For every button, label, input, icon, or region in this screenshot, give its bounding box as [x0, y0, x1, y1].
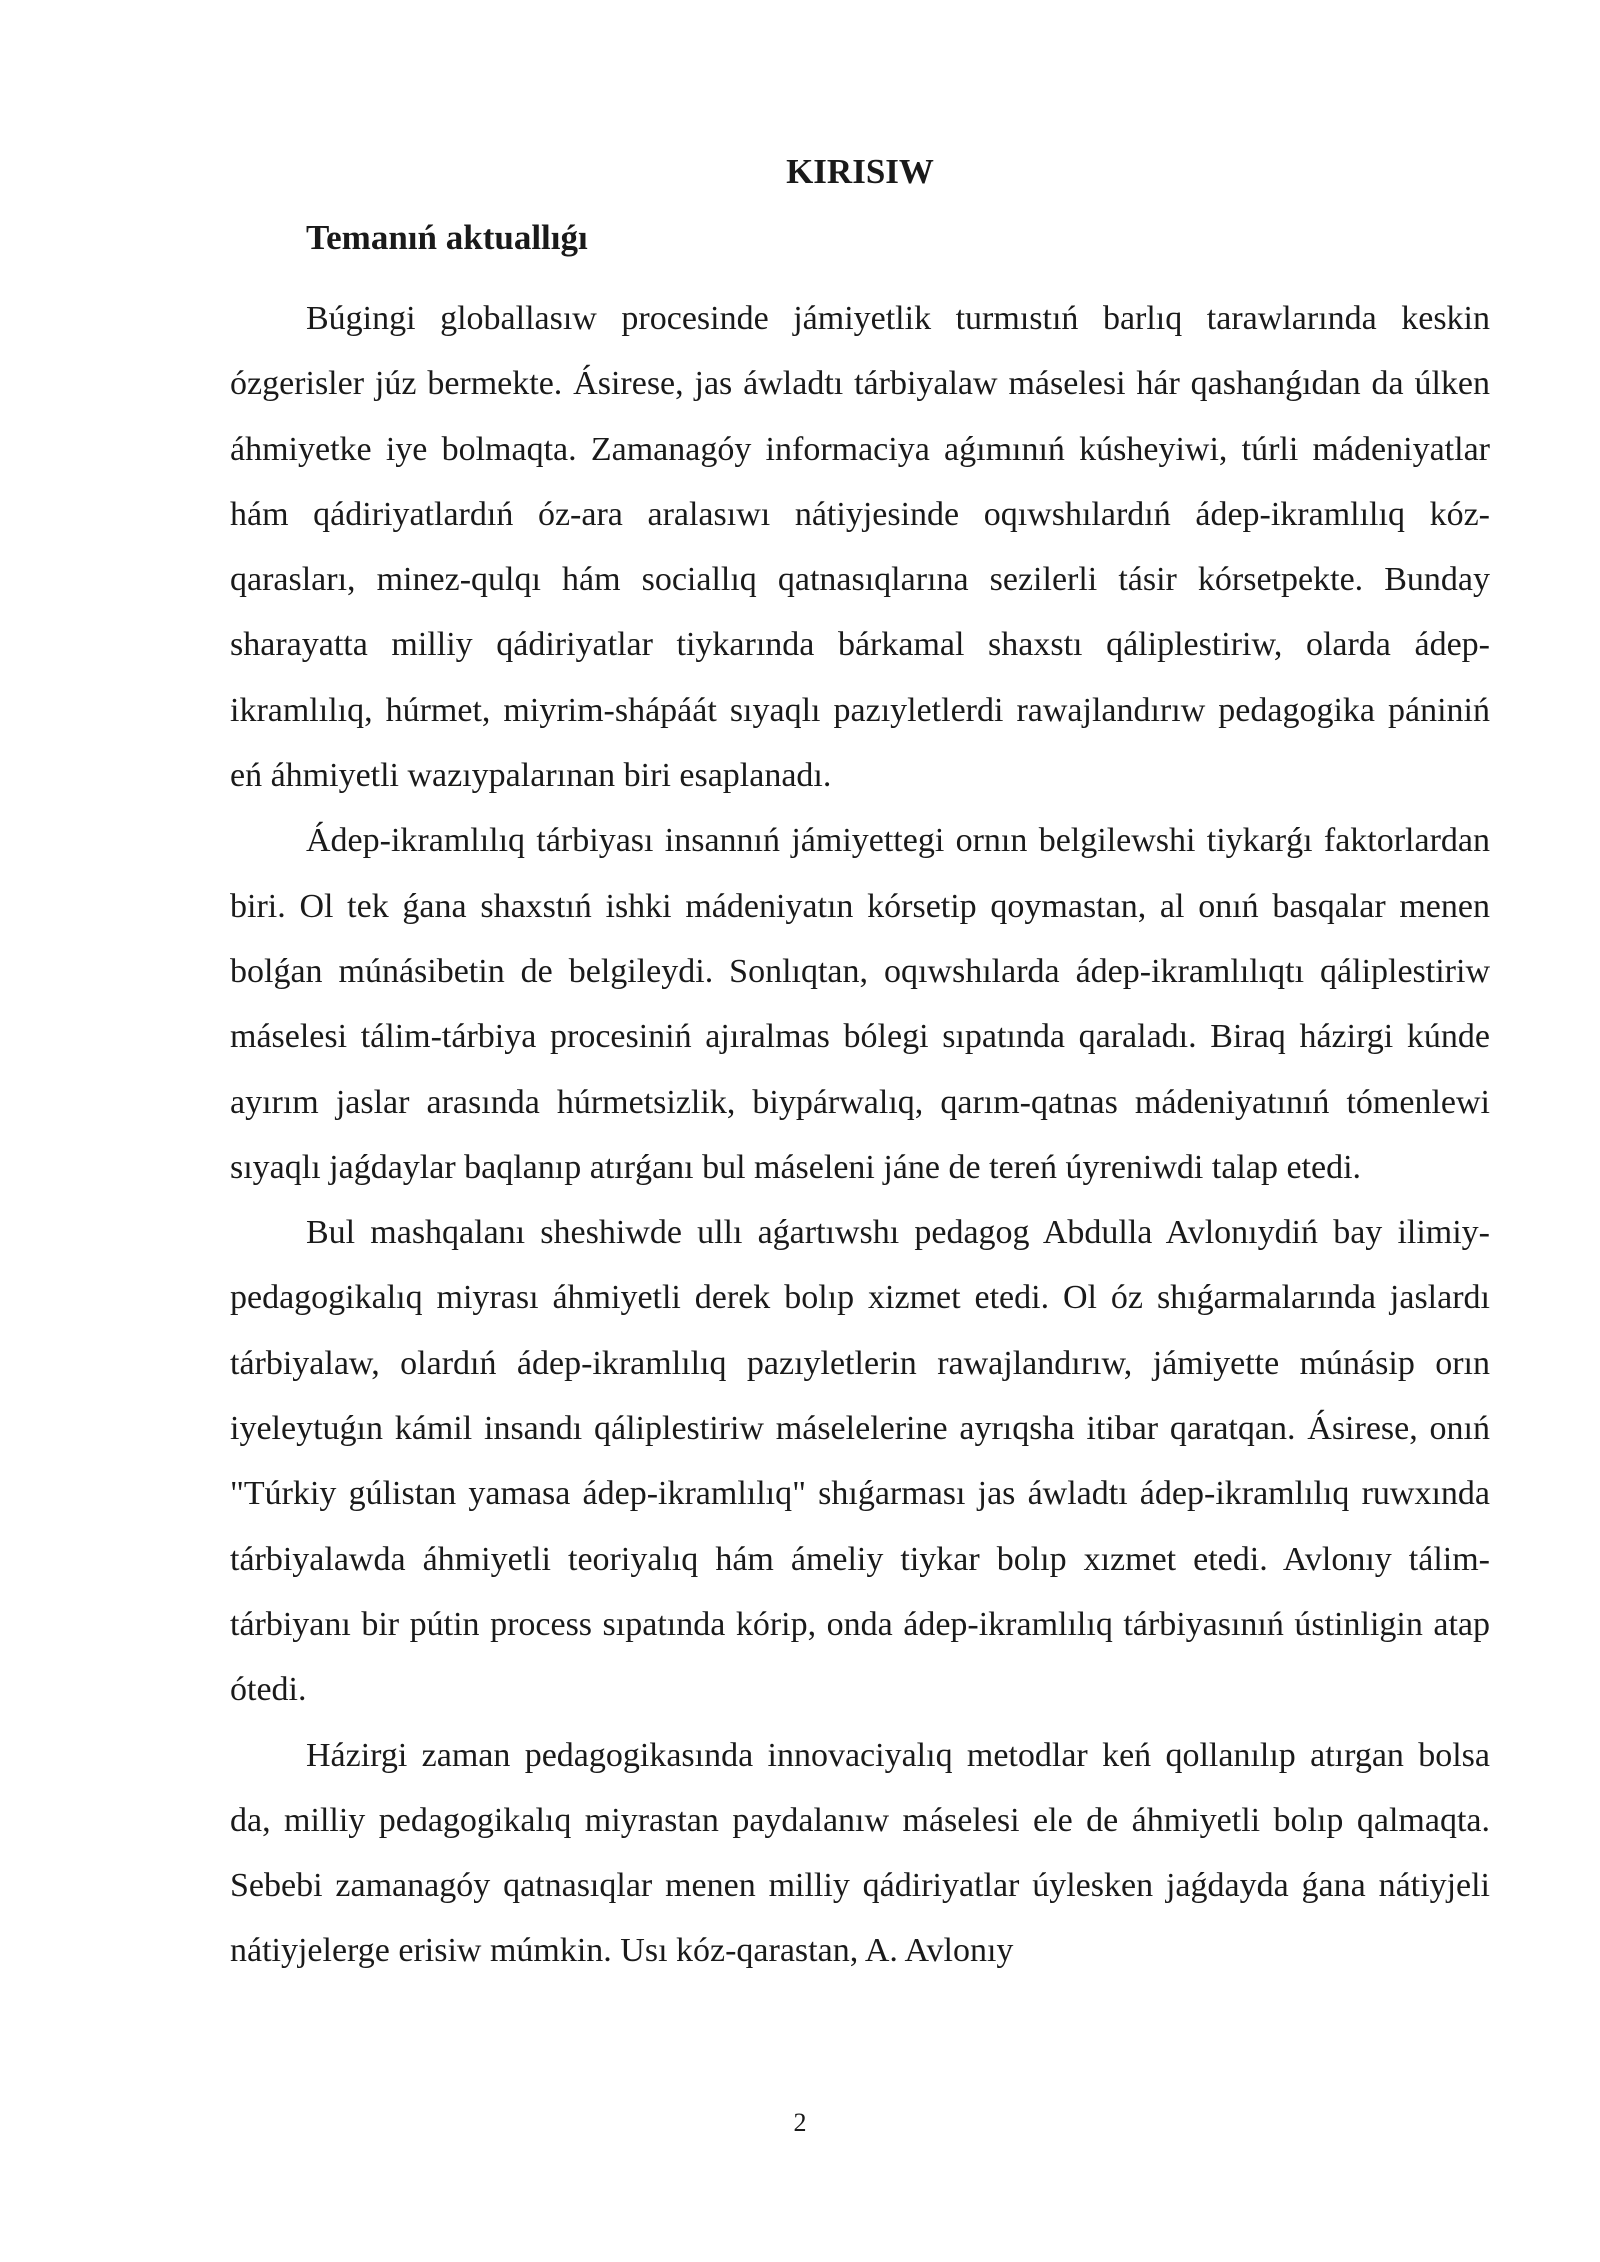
paragraph-2: Ádep-ikramlılıq tárbiyası insannıń jámiyettegi ornın belgilewshi tiykarǵı faktorlardan biri. Ol tek ǵana shaxstıń ishki mádeniyatın kórsetip qoymastan, al onıń basqalar menen bolǵan múnásibetin de belgileydi. Sonlıqtan, oqıwshılarda ádep-ikramlılıqtı qáliplestiriw máselesi tálim-tárbiya procesiniń ajıralmas bólegi sıpatında qaraladı. Biraq házirgi kúnde ayırım jaslar arasında húrmetsizlik, biypárwalıq, qarım-qatnas mádeniyatınıń tómenlewi sıyaqlı jaǵdaylar baqlanıp atırǵanı bul máseleni jáne de tereń úyreniwdi talap etedi. — [230, 822, 1490, 1186]
paragraph-1: Búgingi globallasıw procesinde jámiyetlik turmıstıń barlıq tarawlarında keskin ózgerisler júz bermekte. Ásirese, jas áwladtı tárbiyalaw máselesi hár qashanǵıdan da úlken áhmiyetke iye bolmaqta. Zamanagóy informaciya aǵımınıń kúsheyiwi, túrli mádeniyatlar hám qádiriyatlardıń óz-ara aralasıwı nátiyjesinde oqıwshılardıń ádep-ikramlılıq kóz-qarasları, minez-qulqı hám sociallıq qatnasıqlarına sezilerli tásir kórsetpekte. Bunday sharayatta milliy qádiriyatlar tiykarında bárkamal shaxstı qáliplestiriw, olarda ádep-ikramlılıq, húrmet, miyrim-shápáát sıyaqlı pazıyletlerdi rawajlandırıw pedagogika pániniń eń áhmiyetli wazıypalarınan biri esaplanadı. — [230, 300, 1490, 795]
body-text — [230, 286, 1490, 1984]
paragraph-3: Bul mashqalanı sheshiwde ullı aǵartıwshı pedagog Abdulla Avlonıydiń bay ilimiy-pedagogikalıq miyrası áhmiyetli derek bolıp xizmet etedi. Ol óz shıǵarmalarında jaslardı tárbiyalaw, olardıń ádep-ikramlılıq pazıyletlerin rawajlandırıw, jámiyette múnásip orın iyeleytuǵın kámil insandı qáliplestiriw máselelerine ayrıqsha itibar qaratqan. Ásirese, onıń "Túrkiy gúlistan yamasa ádep-ikramlılıq" shıǵarması jas áwladtı ádep-ikramlılıq ruwxında tárbiyalawda áhmiyetli teoriyalıq hám ámeliy tiykar bolıp xızmet etedi. Avlonıy tálim-tárbiyanı bir pútin process sıpatında kórip, onda ádep-ikramlılıq tárbiyasınıń ústinligin atap ótedi. — [230, 1214, 1490, 1709]
section-title: Temanıń aktuallıǵı — [306, 218, 588, 257]
paragraph-4: Házirgi zaman pedagogikasında innovaciyalıq metodlar keń qollanılıp atırgan bolsa da, milliy pedagogikalıq miyrastan paydalanıw máselesi ele de áhmiyetli bolıp qalmaqta. Sebebi zamanagóy qatnasıqlar menen milliy qádiriyatlar úylesken jaǵdayda ǵana nátiyjeli nátiyjelerge erisiw múmkin. Usı kóz-qarastan, A. Avlonıy — [230, 1736, 1490, 1970]
page-heading: KIRISIW — [786, 152, 934, 191]
page-number: 2 — [793, 2108, 807, 2137]
